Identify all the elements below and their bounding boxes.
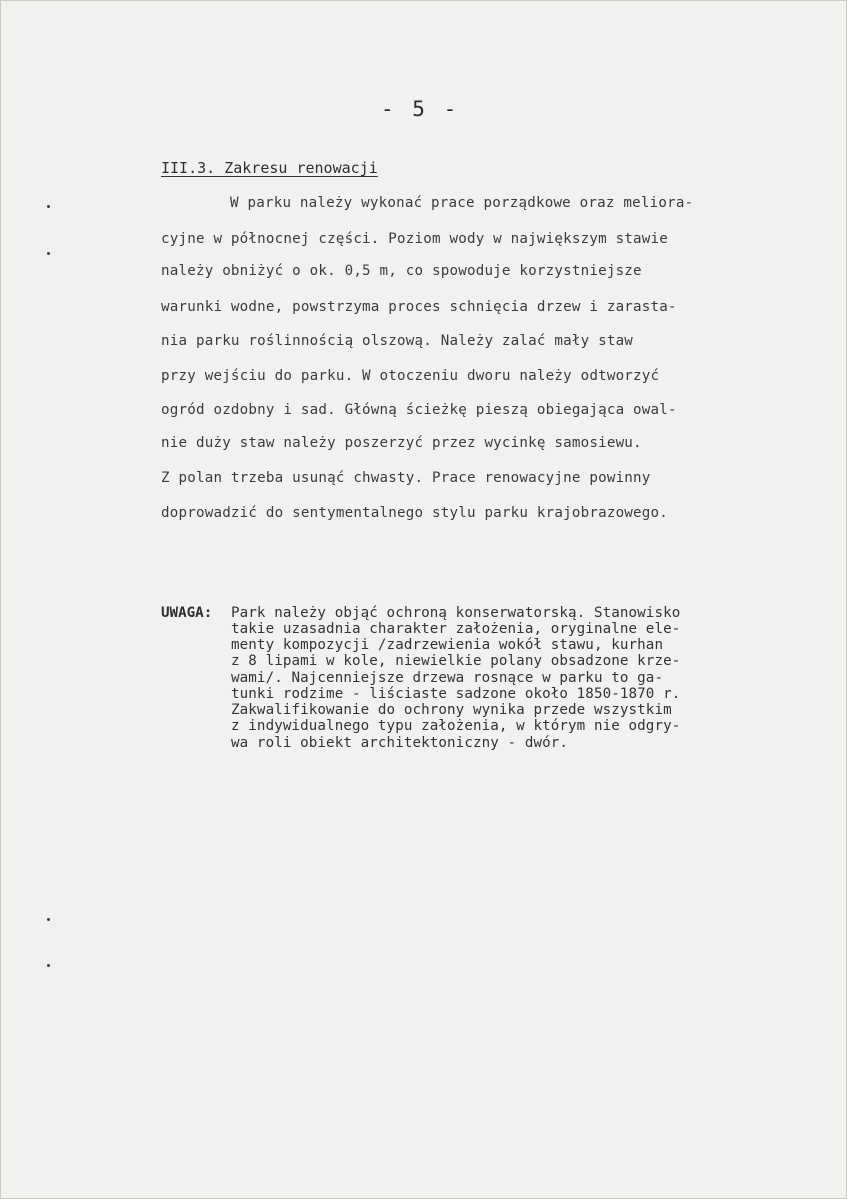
note-line: Zakwalifikowanie do ochrony wynika przede wszystkim <box>231 702 672 718</box>
body-line: przy wejściu do parku. W otoczeniu dworu należy odtworzyć <box>161 368 660 384</box>
note-line: z 8 lipami w kole, niewielkie polany obsadzone krze- <box>231 653 681 669</box>
note-line: wa roli obiekt architektoniczny - dwór. <box>231 735 569 751</box>
note-line: takie uzasadnia charakter założenia, oryginalne ele- <box>231 621 681 637</box>
note-label: UWAGA: <box>161 605 213 621</box>
note-line: menty kompozycji /zadrzewienia wokół stawu, kurhan <box>231 637 664 653</box>
body-line: Z polan trzeba usunąć chwasty. Prace renowacyjne powinny <box>161 470 651 486</box>
body-line: cyjne w północnej części. Poziom wody w największym stawie <box>161 231 669 247</box>
margin-dot <box>47 964 50 967</box>
body-line: ogród ozdobny i sad. Główną ścieżkę pieszą obiegająca owal- <box>161 402 677 418</box>
page-number: - 5 - <box>381 97 460 121</box>
body-line: nie duży staw należy poszerzyć przez wycinkę samosiewu. <box>161 435 642 451</box>
margin-dot <box>47 205 50 208</box>
body-line: doprowadzić do sentymentalnego stylu parku krajobrazowego. <box>161 505 669 521</box>
margin-dot <box>47 918 50 921</box>
body-line: należy obniżyć o ok. 0,5 m, co spowoduje korzystniejsze <box>161 263 642 279</box>
note-line: z indywidualnego typu założenia, w którym nie odgry- <box>231 718 681 734</box>
note-line: wami/. Najcenniejsze drzewa rosnące w parku to ga- <box>231 670 664 686</box>
note-line: Park należy objąć ochroną konserwatorską. Stanowisko <box>231 605 681 621</box>
body-line: nia parku roślinnością olszową. Należy zalać mały staw <box>161 333 634 349</box>
section-heading: III.3. Zakresu renowacji <box>161 159 378 177</box>
body-line: W parku należy wykonać prace porządkowe oraz meliora- <box>230 195 694 211</box>
margin-dot <box>47 252 50 255</box>
note-line: tunki rodzime - liściaste sadzone około 1850-1870 r. <box>231 686 681 702</box>
body-line: warunki wodne, powstrzyma proces schnięcia drzew i zarasta- <box>161 299 677 315</box>
